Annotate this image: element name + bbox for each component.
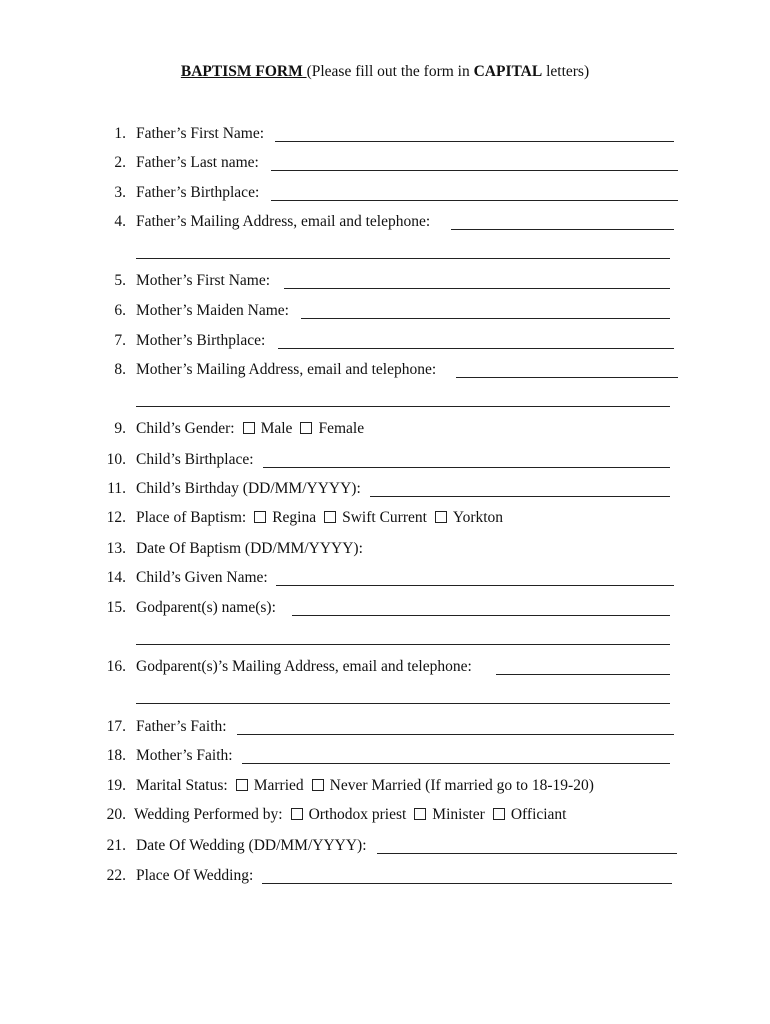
fathers-birthplace-blank[interactable]	[271, 200, 678, 201]
field-number: 5.	[114, 272, 126, 289]
field-label: Mother’s Faith:	[136, 747, 233, 764]
field-label: Father’s First Name:	[136, 125, 265, 142]
checkbox-icon[interactable]	[300, 422, 312, 434]
field-label: Father’s Last name:	[136, 154, 259, 171]
field-godparents-names	[0, 597, 770, 619]
mothers-address-continuation-blank[interactable]	[136, 406, 670, 407]
field-number: 17.	[106, 718, 126, 735]
marital-option-married[interactable]	[236, 775, 304, 797]
place-of-wedding-blank[interactable]	[262, 883, 672, 884]
childs-birthday-blank[interactable]	[370, 496, 670, 497]
field-godparents-address	[0, 656, 770, 678]
field-place-of-wedding	[0, 865, 770, 887]
option-label: Male	[260, 420, 293, 437]
childs-birthplace-blank[interactable]	[263, 467, 670, 468]
form-instruction-suffix: letters)	[542, 63, 590, 80]
field-label	[136, 507, 503, 529]
date-of-wedding-blank[interactable]	[377, 853, 677, 854]
mothers-faith-blank[interactable]	[242, 763, 670, 764]
checkbox-icon[interactable]	[312, 779, 324, 791]
fathers-address-blank[interactable]	[451, 229, 674, 230]
wedding-performed-by-label: Wedding Performed by:	[134, 806, 283, 823]
form-title	[0, 63, 770, 81]
field-wedding-performed-by	[0, 804, 770, 826]
mothers-address-blank[interactable]	[456, 377, 678, 378]
field-number: 15.	[106, 599, 126, 616]
checkbox-icon[interactable]	[324, 511, 336, 523]
wedding-option-officiant[interactable]	[493, 804, 567, 826]
field-label	[134, 804, 567, 826]
field-number: 9.	[114, 420, 126, 437]
field-mothers-first-name	[0, 270, 770, 292]
field-place-of-baptism	[0, 507, 770, 529]
option-label: Regina	[272, 509, 317, 526]
field-number: 18.	[106, 747, 126, 764]
option-label: Minister	[432, 806, 485, 823]
field-mothers-maiden-name	[0, 300, 770, 322]
mothers-maiden-name-blank[interactable]	[301, 318, 670, 319]
field-label: Child’s Given Name:	[136, 569, 268, 586]
godparents-address-blank[interactable]	[496, 674, 670, 675]
option-label: Orthodox priest	[308, 806, 407, 823]
option-label: Yorkton	[452, 509, 504, 526]
field-fathers-address	[0, 211, 770, 233]
field-date-of-baptism	[0, 538, 770, 560]
baptism-option-regina[interactable]	[254, 507, 316, 529]
field-label: Mother’s First Name:	[136, 272, 271, 289]
field-label: Mother’s Birthplace:	[136, 332, 266, 349]
field-label: Mother’s Maiden Name:	[136, 302, 289, 319]
fathers-last-name-blank[interactable]	[271, 170, 678, 171]
field-number: 12.	[106, 509, 126, 526]
option-label: Officiant	[510, 806, 567, 823]
field-label: Mother’s Mailing Address, email and telephone:	[136, 361, 437, 378]
gender-option-male[interactable]	[243, 418, 293, 440]
field-label: Child’s Birthday (DD/MM/YYYY):	[136, 480, 361, 497]
checkbox-icon[interactable]	[414, 808, 426, 820]
checkbox-icon[interactable]	[254, 511, 266, 523]
field-label: Father’s Birthplace:	[136, 184, 260, 201]
field-childs-gender	[0, 418, 770, 440]
field-number: 4.	[114, 213, 126, 230]
mothers-first-name-blank[interactable]	[284, 288, 670, 289]
field-number: 14.	[106, 569, 126, 586]
field-childs-given-name	[0, 567, 770, 589]
field-date-of-wedding	[0, 835, 770, 857]
checkbox-icon[interactable]	[493, 808, 505, 820]
checkbox-icon[interactable]	[291, 808, 303, 820]
field-marital-status	[0, 775, 770, 797]
field-number: 11.	[107, 480, 126, 497]
field-number: 21.	[106, 837, 126, 854]
field-number: 6.	[114, 302, 126, 319]
option-label: Married	[253, 777, 304, 794]
godparents-address-continuation-blank[interactable]	[136, 703, 670, 704]
fathers-faith-blank[interactable]	[237, 734, 674, 735]
field-label: Place Of Wedding:	[136, 867, 254, 884]
form-instruction-prefix: (Please fill out the form in	[306, 63, 474, 80]
field-label: Father’s Faith:	[136, 718, 227, 735]
field-number: 19.	[106, 777, 126, 794]
field-label: Godparent(s) name(s):	[136, 599, 276, 616]
marital-status-label: Marital Status:	[136, 777, 228, 794]
field-fathers-first-name	[0, 123, 770, 145]
field-mothers-birthplace	[0, 330, 770, 352]
checkbox-icon[interactable]	[243, 422, 255, 434]
field-number: 13.	[106, 540, 126, 557]
form-name: BAPTISM FORM	[180, 63, 307, 80]
wedding-option-minister[interactable]	[414, 804, 485, 826]
field-fathers-faith	[0, 716, 770, 738]
field-number: 7.	[114, 332, 126, 349]
field-number: 20.	[106, 806, 126, 823]
field-label: Father’s Mailing Address, email and telephone:	[136, 213, 431, 230]
option-label: Never Married (If married go to 18-19-20)	[329, 777, 594, 794]
fathers-address-continuation-blank[interactable]	[136, 258, 670, 259]
checkbox-icon[interactable]	[435, 511, 447, 523]
field-fathers-last-name	[0, 152, 770, 174]
baptism-option-swift-current[interactable]	[324, 507, 427, 529]
field-number: 2.	[114, 154, 126, 171]
godparents-names-continuation-blank[interactable]	[136, 644, 670, 645]
form-instruction-emphasis: CAPITAL	[473, 63, 543, 80]
field-childs-birthday	[0, 478, 770, 500]
field-label: Date Of Wedding (DD/MM/YYYY):	[136, 837, 367, 854]
childs-given-name-blank[interactable]	[276, 585, 674, 586]
wedding-option-orthodox-priest[interactable]	[291, 804, 407, 826]
field-number: 10.	[106, 451, 126, 468]
checkbox-icon[interactable]	[236, 779, 248, 791]
option-label: Female	[318, 420, 365, 437]
gender-option-female[interactable]	[300, 418, 364, 440]
field-label	[136, 775, 594, 797]
place-of-baptism-label: Place of Baptism:	[136, 509, 247, 526]
field-fathers-birthplace	[0, 182, 770, 204]
field-childs-birthplace	[0, 449, 770, 471]
marital-option-never-married[interactable]	[312, 775, 594, 797]
field-mothers-faith	[0, 745, 770, 767]
childs-gender-label: Child’s Gender:	[136, 420, 235, 437]
mothers-birthplace-blank[interactable]	[278, 348, 674, 349]
baptism-option-yorkton[interactable]	[435, 507, 503, 529]
field-number: 8.	[114, 361, 126, 378]
field-mothers-address	[0, 359, 770, 381]
option-label: Swift Current	[342, 509, 427, 526]
field-label: Date Of Baptism (DD/MM/YYYY):	[136, 540, 363, 557]
field-label: Child’s Birthplace:	[136, 451, 254, 468]
field-number: 16.	[106, 658, 126, 675]
field-number: 3.	[114, 184, 126, 201]
field-label	[136, 418, 364, 440]
fathers-first-name-blank[interactable]	[275, 141, 674, 142]
field-number: 22.	[106, 867, 126, 884]
field-number: 1.	[114, 125, 126, 142]
godparents-names-blank[interactable]	[292, 615, 670, 616]
field-label: Godparent(s)’s Mailing Address, email and telephone:	[136, 658, 472, 675]
